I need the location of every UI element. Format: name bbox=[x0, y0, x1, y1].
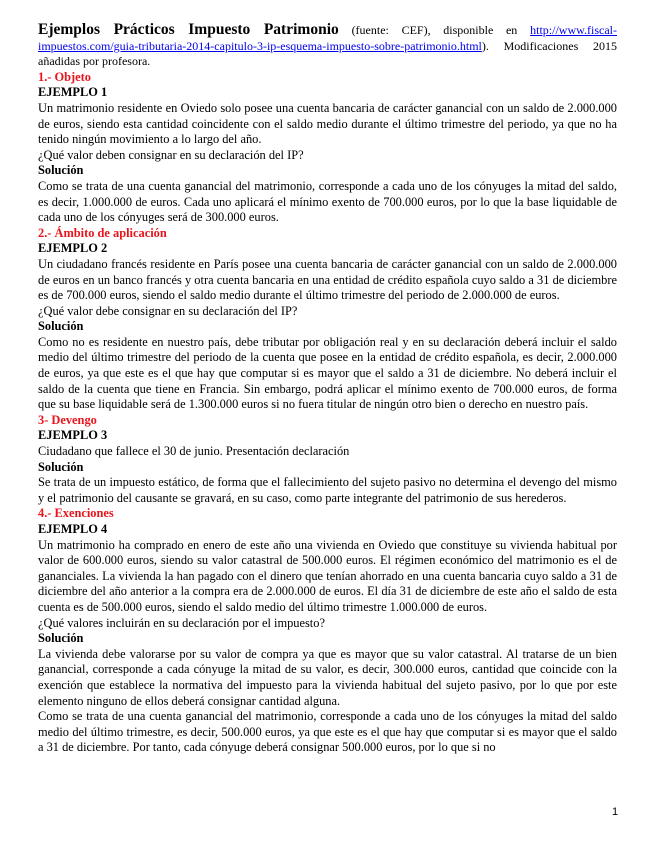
document-page bbox=[38, 22, 617, 756]
example-statement: Un matrimonio residente en Oviedo solo posee una cuenta bancaria de carácter ganancial con un saldo de 2.000.000 de euros, siendo esta cantidad coincidente con el saldo medio durante el último trimestre del periodo, ya que no ha tenido ningún movimiento a lo largo del año. bbox=[38, 100, 617, 147]
source-prefix: (fuente: CEF), disponible en bbox=[351, 23, 518, 37]
example-label: EJEMPLO 2 bbox=[38, 241, 108, 256]
solution-label: Solución bbox=[38, 319, 84, 334]
example-label: EJEMPLO 3 bbox=[38, 428, 108, 443]
solution-label: Solución bbox=[38, 459, 84, 474]
document-header bbox=[38, 22, 617, 70]
solution-paragraph: Se trata de un impuesto estático, de forma que el fallecimiento del sujeto pasivo no determina el devengo del mismo y el patrimonio del causante se gravará, en su caso, como parte integrante del patrimonio de sus herederos. bbox=[38, 475, 617, 505]
page-number: 1 bbox=[612, 806, 619, 818]
source-link[interactable]: http://www.fiscal-impuestos.com/guia-tributaria-2014-capitulo-3-ip-esquema-impuesto-sobre-patrimonio.html bbox=[38, 23, 617, 53]
document-title: Ejemplos Prácticos Impuesto Patrimonio bbox=[38, 21, 339, 38]
solution-paragraph: Como se trata de una cuenta ganancial del matrimonio, corresponde a cada uno de los cónyuges la mitad del saldo medio del último trimestre, es decir, 500.000 euros, ya que este es el que hay que computar si es mayor que el saldo a 31 de diciembre. Por tanto, cada cónyuge deberá consignar 500.000 euros, por lo que si no bbox=[38, 709, 617, 755]
example-question: ¿Qué valores incluirán en su declaración por el impuesto? bbox=[38, 615, 325, 630]
example-statement: Un ciudadano francés residente en París posee una cuenta bancaria de carácter ganancial con un saldo de 2.000.000 de euros en un banco francés y otra cuenta bancaria en una entidad de crédito española cuyo saldo a 31 de diciembre es de 700.000 euros, siendo el saldo medio durante el último trimestre del periodo de 2.000.000 de euros. bbox=[38, 256, 617, 303]
solution-paragraph: La vivienda debe valorarse por su valor de compra ya que es mayor que su valor catastral. Al tratarse de un bien ganancial, corresponde a cada cónyuge la mitad de su valor, es decir, 300.000 euros, cantidad que coincide con la exención que establece la normativa del impuesto para la vivienda habitual del sujeto pasivo, por lo que por este elemento ninguno de ellos deberá consignar cantidad alguna. bbox=[38, 646, 617, 708]
section-heading: 2.- Ámbito de aplicación bbox=[38, 225, 167, 240]
section bbox=[38, 70, 617, 226]
source-suffix: ). Modificaciones 2015 añadidas por profesora. bbox=[38, 38, 617, 69]
section-heading: 1.- Objeto bbox=[38, 69, 91, 84]
example-statement: Un matrimonio ha comprado en enero de este año una vivienda en Oviedo que constituye su vivienda habitual por valor de 600.000 euros, siendo su valor catastral de 500.000 euros. El régimen económico del matrimonio es el de gananciales. La vivienda la han pagado con el dinero que tenían ahorrado en una cuenta bancaria cuyo saldo a 31 de diciembre del año anterior a la compra era de 2.000.000 de euros. El día 31 de diciembre de este año el saldo de esta cuenta es de 500.000 euros, siendo el saldo medio del último trimestre 1.000.000 de euros. bbox=[38, 537, 617, 614]
solution-paragraph: Como se trata de una cuenta ganancial del matrimonio, corresponde a cada uno de los cónyuges la mitad del saldo, es decir, 1.000.000 de euros. Cada uno aplicará el mínimo exento de 700.000 euros, por lo que la base liquidable de cada uno de los cónyuges será de 300.000 euros. bbox=[38, 178, 617, 225]
example-question: ¿Qué valor debe consignar en su declaración del IP? bbox=[38, 303, 298, 318]
solution-paragraph: Como no es residente en nuestro país, debe tributar por obligación real y en su declaración deberá incluir el saldo medio del último trimestre del periodo de la cuenta que posee en la entidad de crédito española, es decir, 2.000.000 de euros, ya que este es el que hay que computar si es mayor que el saldo a 31 de diciembre. No deberá incluir el saldo de la cuenta que tiene en Francia. Sin embargo, podrá aplicar el mínimo exento de 700.000 euros, de forma que su base liquidable será de 1.300.000 euros si no fuera titular de ningún otro bien o derecho en nuestro país. bbox=[38, 334, 617, 412]
section bbox=[38, 226, 617, 413]
section bbox=[38, 506, 617, 756]
solution-label: Solución bbox=[38, 631, 84, 646]
section-heading: 4.- Exenciones bbox=[38, 506, 114, 521]
section-heading: 3- Devengo bbox=[38, 412, 97, 427]
example-label: EJEMPLO 4 bbox=[38, 522, 108, 536]
sections-container bbox=[38, 70, 617, 756]
example-statement: Ciudadano que fallece el 30 de junio. Presentación declaración bbox=[38, 444, 350, 459]
solution-label: Solución bbox=[38, 163, 84, 178]
example-question: ¿Qué valor deben consignar en su declaración del IP? bbox=[38, 147, 304, 162]
example-label: EJEMPLO 1 bbox=[38, 85, 108, 100]
section bbox=[38, 413, 617, 507]
